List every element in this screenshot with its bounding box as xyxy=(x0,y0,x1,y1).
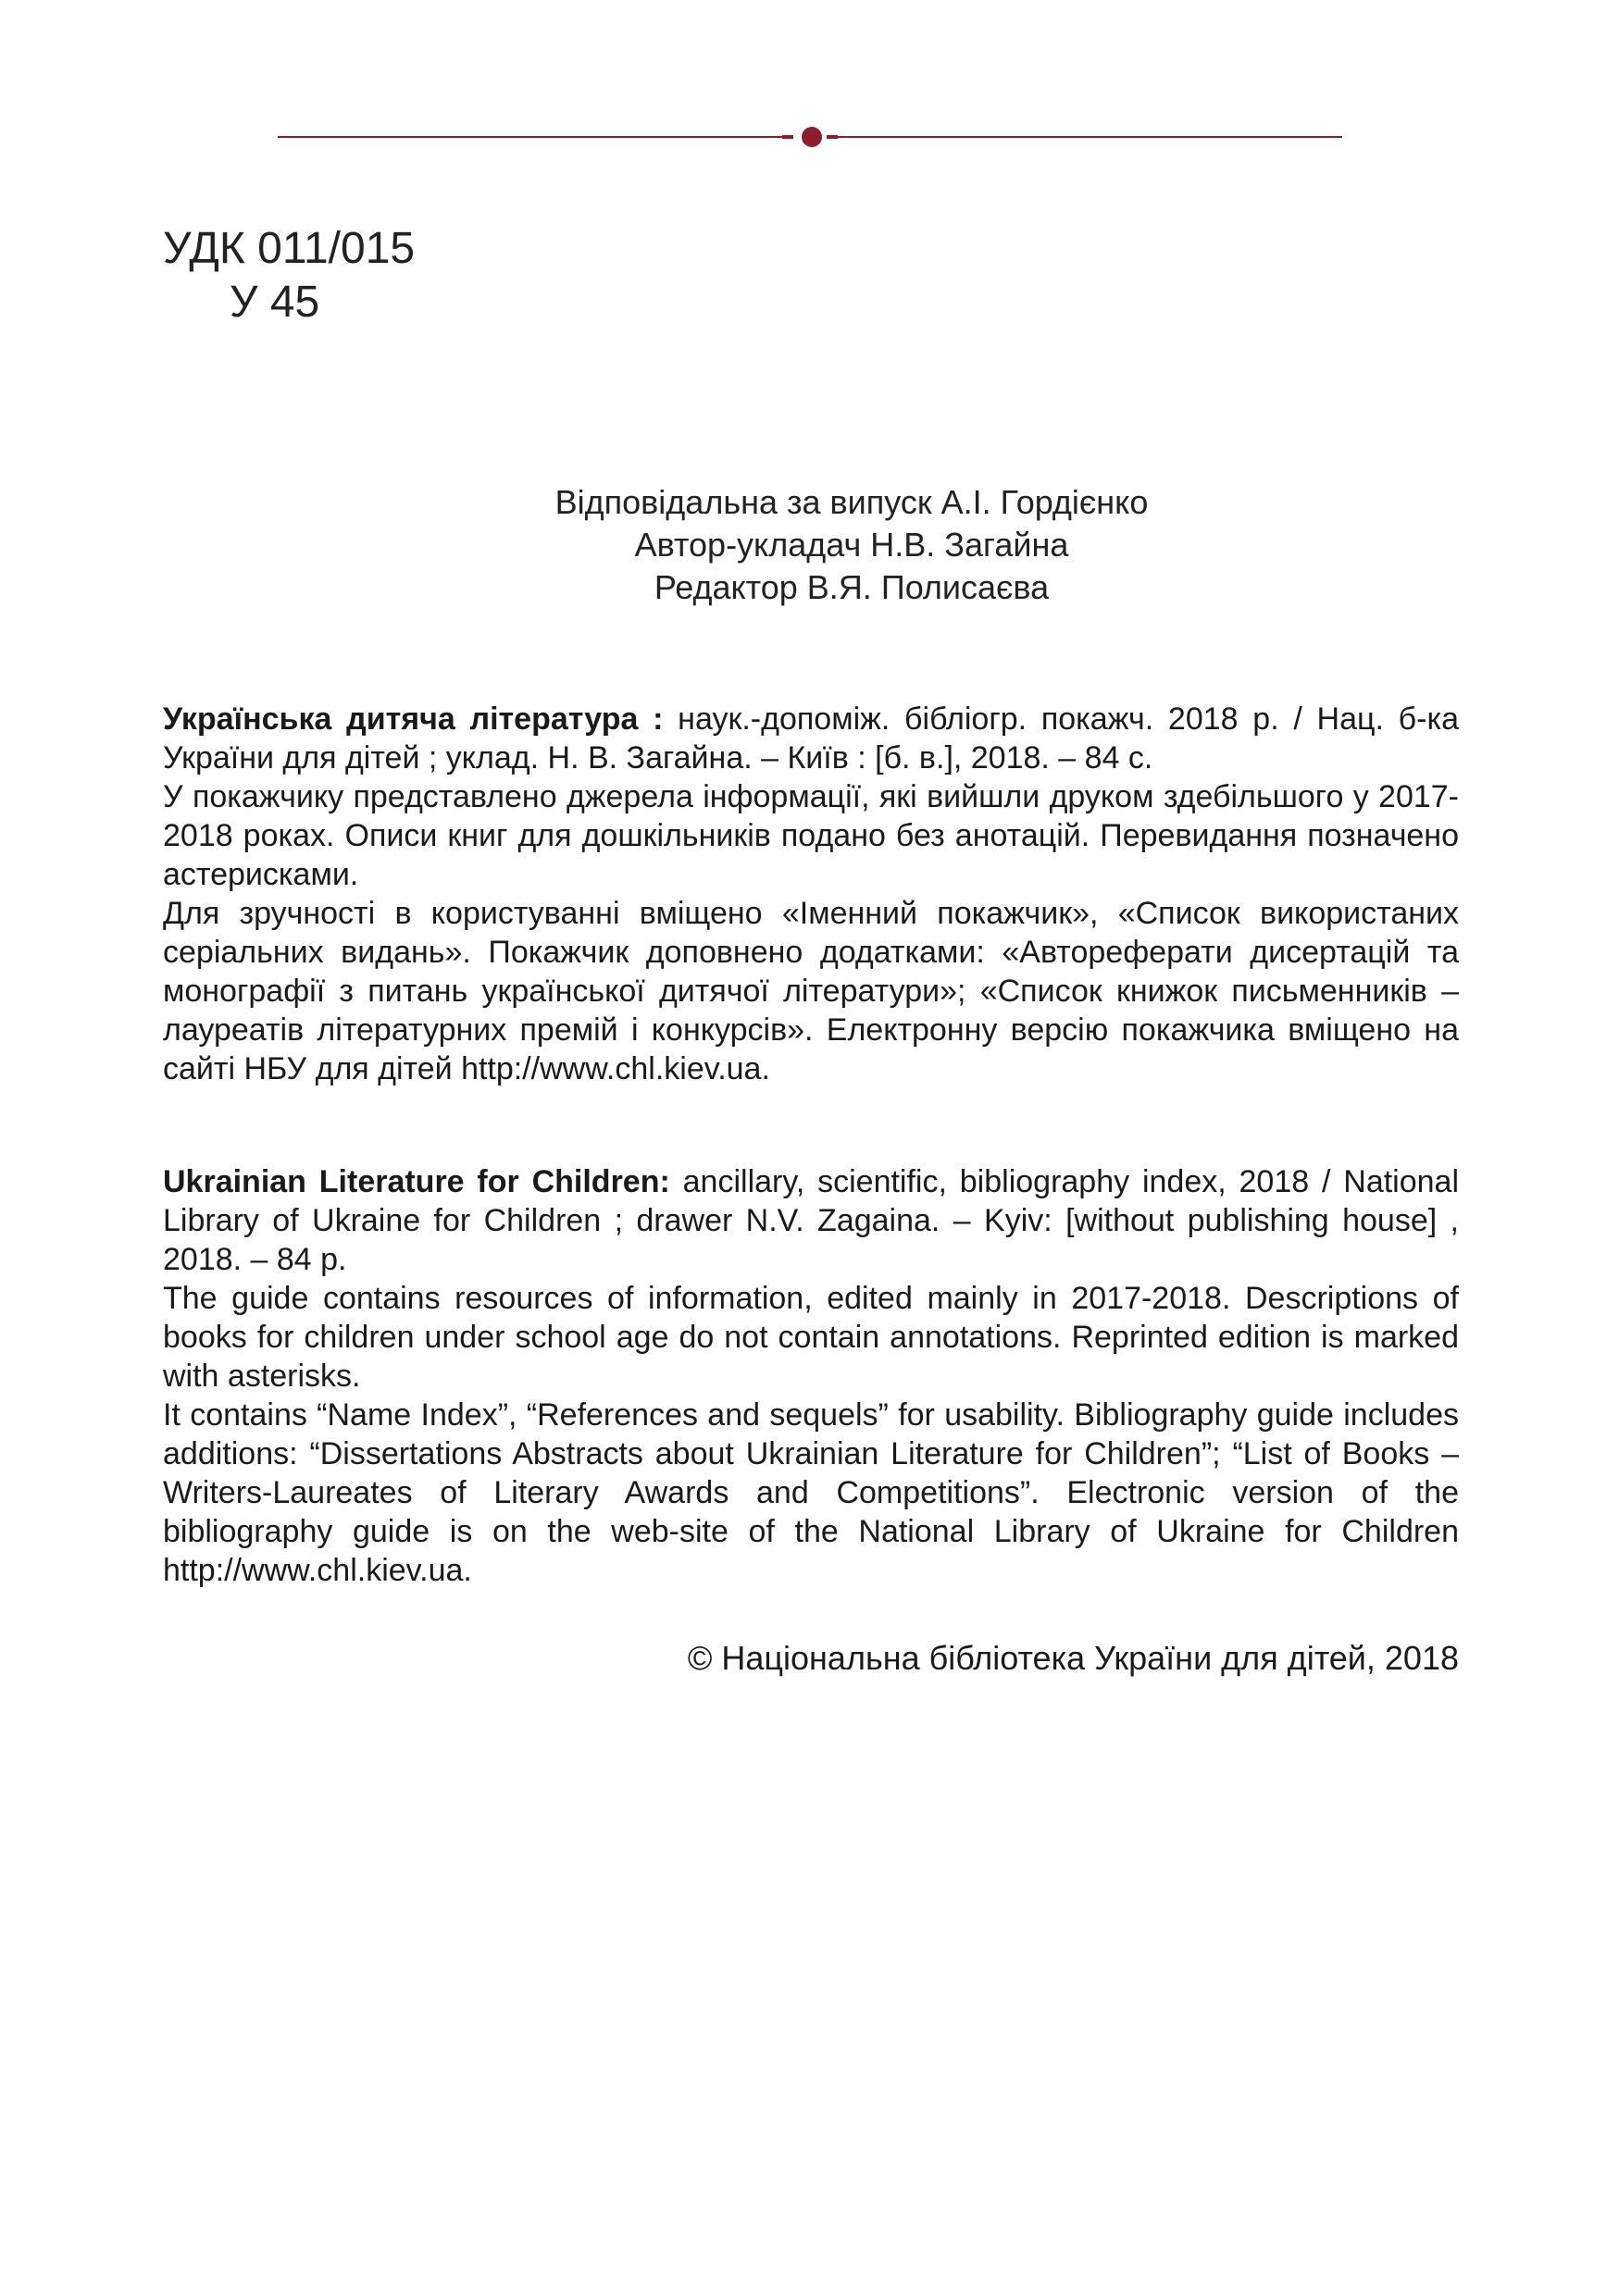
ornament-dot xyxy=(802,127,822,147)
udk-classification xyxy=(163,222,415,329)
header-ornament xyxy=(278,127,1342,147)
udk-code: УДК 011/015 xyxy=(163,224,416,273)
en-paragraph-1: The guide contains resources of information, edited mainly in 2017-2018. Descriptions of books for children under school age do not contain annotations. Reprinted edition is marked with asterisks. xyxy=(163,1281,1459,1394)
en-title: Ukrainian Literature for Children: xyxy=(163,1164,670,1199)
ornament-line-left xyxy=(278,136,782,138)
credit-author: Автор-укладач Н.В. Загайна xyxy=(634,526,1069,564)
ua-citation-paragraph xyxy=(163,700,1459,777)
ukrainian-description xyxy=(163,700,1459,1088)
ornament-line-right xyxy=(838,136,1342,138)
ornament-stub-left xyxy=(782,135,793,139)
copyright-notice: © Національна бібліотека України для дітей, 2018 xyxy=(687,1639,1459,1677)
ua-paragraph-2: Для зручності в користуванні вміщено «Іменний покажчик», «Список використаних серіальних видань». Покажчик доповнено додатками: «Автореферати дисертацій та монографії з питань української дитячої літератури»; «Список книжок письменників – лауреатів літературних премій і конкурсів». Електронну версію покажчика вміщено на сайті НБУ для дітей http://www.chl.kiev.ua. xyxy=(163,896,1459,1086)
credit-editor: Редактор В.Я. Полисаєва xyxy=(654,568,1050,606)
credits xyxy=(500,481,1203,609)
en-citation-paragraph xyxy=(163,1162,1459,1279)
english-description xyxy=(163,1162,1459,1590)
en-citation: ancillary, scientific, bibliography index, 2018 / National Library of Ukraine for Children ; drawer N.V. Zagaina. – Kyiv: [without publishing house] , 2018. – 84 p. xyxy=(163,1164,1460,1277)
credit-responsible: Відповідальна за випуск А.І. Гордієнко xyxy=(554,483,1149,521)
ornament-stub-right xyxy=(827,135,838,139)
ua-paragraph-1: У покажчику представлено джерела інформації, які вийшли друком здебільшого у 2017-2018 роках. Описи книг для дошкільників подано без анотацій. Перевидання позначено астерисками. xyxy=(163,779,1459,892)
ua-title: Українська дитяча література : xyxy=(163,701,664,737)
en-paragraph-2: It contains “Name Index”, “References and sequels” for usability. Bibliography guide includes additions: “Dissertations Abstracts about Ukrainian Literature for Children”; “List of Books – Writers-Laureates of Literary Awards and Competitions”. Electronic version of the bibliography guide is on the web-site of the National Library of Ukraine for Children http://www.chl.kiev.ua. xyxy=(163,1397,1459,1588)
author-mark: У 45 xyxy=(230,278,320,327)
ua-citation: наук.-допоміж. бібліогр. покажч. 2018 р. / Нац. б-ка України для дітей ; уклад. Н. В. Загайна. – Київ : [б. в.], 2018. – 84 с. xyxy=(163,701,1459,776)
